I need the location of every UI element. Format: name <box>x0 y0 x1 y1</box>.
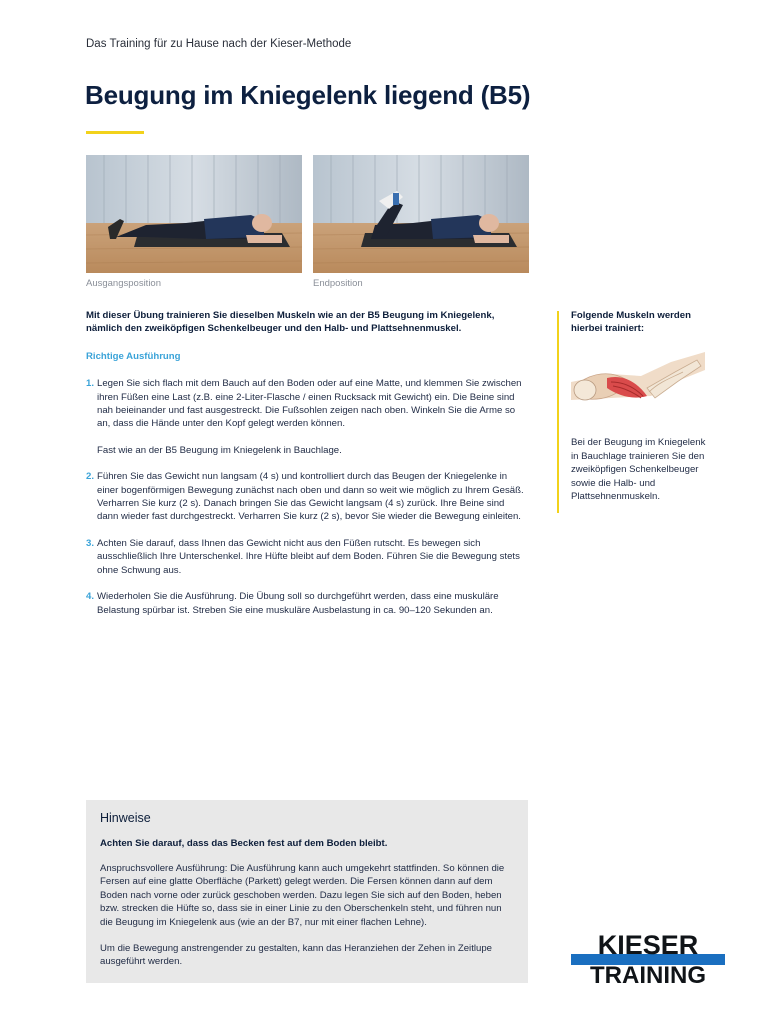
main-content <box>86 309 526 630</box>
document-subtitle: Das Training für zu Hause nach der Kieser-Methode <box>86 38 352 50</box>
sidebar-text: Bei der Beugung im Kniegelenk in Bauchlage trainieren Sie den zweiköpfigen Schenkelbeuger sowie die Halb- und Plattsehnenmuskeln. <box>571 437 706 503</box>
kieser-training-logo <box>571 932 725 984</box>
step-item <box>86 590 526 617</box>
hints-box <box>86 800 528 983</box>
step-number: 3. <box>86 537 95 549</box>
step-text: Achten Sie darauf, dass Ihnen das Gewicht nicht aus den Füßen rutscht. Es bewegen sich ausschließlich Ihre Unterschenkel. Ihre Hüfte bleibt auf dem Boden. Führen Sie die Bewegung stets ohne Schwung aus. <box>97 537 520 576</box>
logo-line2: TRAINING <box>590 962 706 984</box>
step-item <box>86 470 526 524</box>
hints-warning: Achten Sie darauf, dass das Becken fest auf dem Boden bleibt. <box>100 838 388 849</box>
step-note: Fast wie an der B5 Beugung im Kniegelenk in Bauchlage. <box>97 444 342 456</box>
hints-paragraph: Um die Bewegung anstrengender zu gestalten, kann das Heranziehen der Zehen in Zeitlupe ausgeführt werden. <box>100 943 492 968</box>
step-number: 4. <box>86 591 95 603</box>
step-number: 2. <box>86 471 95 483</box>
logo-line1: KIESER <box>597 932 699 960</box>
start-position-caption: Ausgangsposition <box>86 278 161 289</box>
end-position-photo <box>313 155 529 273</box>
step-item <box>86 537 526 577</box>
hints-title: Hinweise <box>100 811 151 825</box>
steps-list <box>86 377 526 617</box>
start-position-photo <box>86 155 302 273</box>
end-position-caption: Endposition <box>313 278 363 289</box>
step-item <box>86 377 526 457</box>
step-text: Wiederholen Sie die Ausführung. Die Übung soll so durchgeführt werden, dass eine muskuläre Belastung spürbar ist. Streben Sie eine muskuläre Ausbelastung in ca. 90–120 Sekunden an. <box>97 591 499 616</box>
step-text: Legen Sie sich flach mit dem Bauch auf den Boden oder auf eine Matte, und klemmen Sie zwischen ihren Füßen eine Last (z.B. eine 2-Liter-Flasche / einen Rucksack mit Gewicht) ein. Die Beine sind nah beieinander und fast ausgestreckt. Die Fußsohlen zeigen nach oben. Winkeln Sie die Arme so an, dass die Hände unter den Kopf gelegt werden können. <box>97 378 522 430</box>
muscle-illustration <box>571 352 705 422</box>
hints-paragraph: Anspruchsvollere Ausführung: Die Ausführung kann auch umgekehrt stattfinden. So können die Fersen auf eine glatte Oberfläche (Parkett) gelegt werden. Die Fersen können dann auf dem Boden nach vorne oder zurück geschoben werden. Dazu legen Sie sich auf den Boden, heben bzw. strecken die Hüfte so, dass sie in einer Linie zu den Oberschenkeln steht, und führen nun die Beugung im Kniegelenk aus (wie an der B7, nur mit einer flachen Lehne). <box>100 863 505 928</box>
section-heading: Richtige Ausführung <box>86 350 181 362</box>
title-accent-bar <box>86 131 144 134</box>
step-number: 1. <box>86 378 95 390</box>
page-title: Beugung im Kniegelenk liegend (B5) <box>85 80 531 110</box>
intro-text: Mit dieser Übung trainieren Sie dieselben Muskeln wie an der B5 Beugung im Kniegelenk, nämlich den zweiköpfigen Schenkelbeuger und den Halb- und Plattsehnenmuskel. <box>86 310 495 335</box>
step-text: Führen Sie das Gewicht nun langsam (4 s) und kontrolliert durch das Beugen der Kniegelenke in einer bogenförmigen Bewegung zunächst nach oben und dann so weit wie möglich zu Ihrem Gesäß. Verharren Sie kurz (2 s). Danach bringen Sie das Gewicht langsam (4 s) zurück. Ihre Beine sind dann wieder fast durchgestreckt. Verharren Sie kurz (2 s), bevor Sie wieder die Bewegung einleiten. <box>97 471 524 523</box>
sidebar-accent-line <box>557 311 559 513</box>
sidebar-heading: Folgende Muskeln werden hierbei trainiert: <box>571 310 691 335</box>
